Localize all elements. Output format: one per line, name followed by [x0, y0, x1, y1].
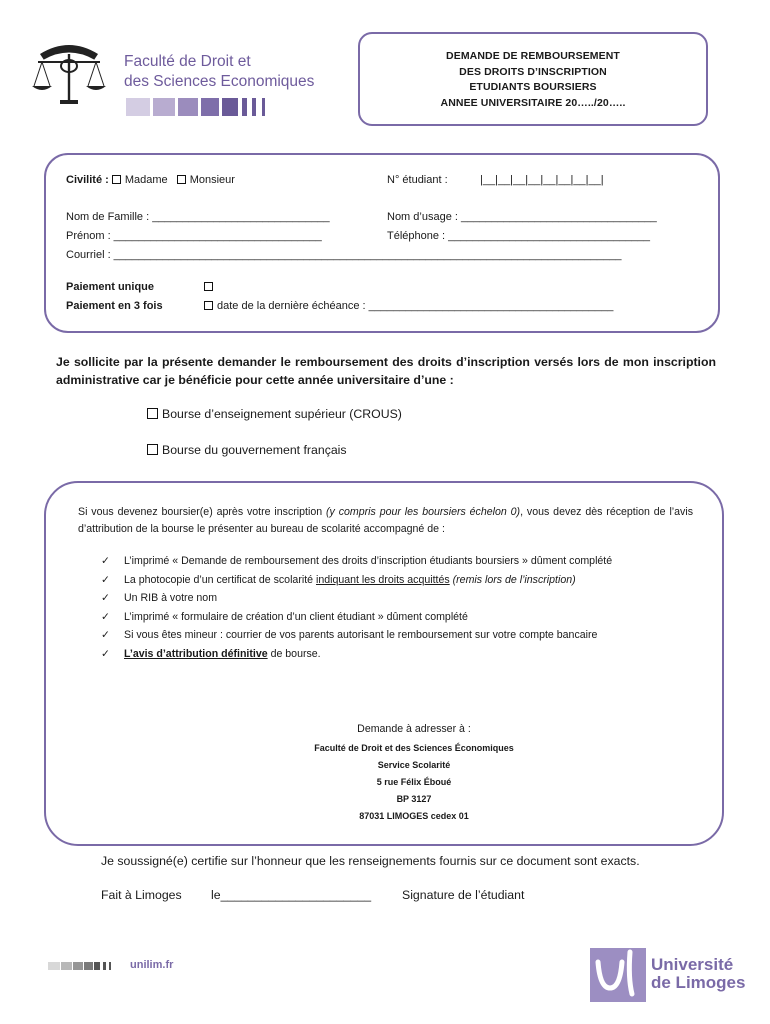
- three-payments-option: [204, 300, 613, 312]
- form-title-box: [358, 32, 708, 126]
- list-item-text: L’imprimé « Demande de remboursement des droits d’inscription étudiants boursiers » dûment complété: [124, 555, 613, 567]
- faculty-name-line1: Faculté de Droit et: [124, 53, 251, 70]
- honor-declaration: Je soussigné(e) certifie sur l’honneur que les renseignements fournis sur ce document sont exacts.: [101, 854, 640, 868]
- footer-brand-bars: [48, 962, 114, 970]
- checkmark-icon: ✓: [101, 610, 110, 623]
- faculty-emblem-logo: [30, 40, 108, 108]
- french-gov-grant-option: [147, 443, 347, 457]
- list-item: [101, 552, 691, 571]
- single-payment-label: Paiement unique: [66, 281, 155, 293]
- list-item-text: de bourse.: [267, 647, 321, 660]
- university-name-line2: de Limoges: [651, 973, 746, 992]
- civility-row: [66, 174, 235, 186]
- single-payment-checkbox[interactable]: [204, 282, 213, 291]
- info-intro: [78, 504, 693, 538]
- faculty-name-line2: des Sciences Economiques: [124, 73, 315, 90]
- list-item-text: La photocopie d’un certificat de scolarité: [124, 573, 316, 586]
- three-payments-label: Paiement en 3 fois: [66, 300, 163, 312]
- three-payments-checkbox[interactable]: [204, 301, 213, 310]
- list-item-text: Si vous êtes mineur : courrier de vos parents autorisant le remboursement sur votre compte bancaire: [124, 629, 598, 641]
- address-line: BP 3127: [396, 794, 432, 804]
- university-name: [651, 956, 745, 992]
- monsieur-label: Monsieur: [189, 174, 235, 186]
- list-item-text: L’imprimé « formulaire de création d’un client étudiant » dûment complété: [124, 610, 468, 623]
- faculty-name: [124, 52, 314, 92]
- single-payment-option: [204, 281, 217, 293]
- form-title-line: DES DROITS D’INSCRIPTION: [459, 65, 607, 78]
- checkmark-icon: ✓: [101, 592, 110, 604]
- list-item-note: (remis lors de l’inscription): [449, 573, 576, 586]
- lastname-field[interactable]: Nom de Famille : _____________________________: [66, 211, 330, 223]
- crous-grant-option: [147, 407, 402, 421]
- form-title-line: ANNEE UNIVERSITAIRE 20…../20…..: [440, 96, 626, 109]
- info-intro-text: , vous devez dès réception de l’avis d’attribution de la bourse le présenter au bureau de scolarité accompagné de :: [78, 506, 693, 535]
- address-line: 5 rue Félix Éboué: [376, 777, 452, 787]
- email-field[interactable]: Courriel : ___________________________________________________________________________________: [66, 249, 622, 261]
- list-item: [101, 589, 691, 608]
- reimbursement-request-text: Je sollicite par la présente demander le remboursement des droits d’inscription versés lors de mon inscription administrative car je bénéficie pour cette année universitaire d’une :: [56, 355, 716, 387]
- usage-name-field[interactable]: Nom d’usage : ________________________________: [387, 211, 657, 223]
- crous-grant-checkbox[interactable]: [147, 408, 158, 419]
- list-item: [101, 571, 691, 590]
- madame-label: Madame: [124, 174, 168, 186]
- civility-label: Civilité :: [66, 174, 109, 186]
- form-title-line: DEMANDE DE REMBOURSEMENT: [446, 50, 620, 62]
- date-field[interactable]: le______________________: [211, 888, 372, 902]
- list-item: [101, 626, 691, 645]
- crous-grant-label: Bourse d’enseignement supérieur (CROUS): [162, 407, 402, 421]
- address-intro: Demande à adresser à :: [357, 723, 471, 735]
- info-intro-note: (y compris pour les boursiers échelon 0): [326, 506, 521, 518]
- address-line: Faculté de Droit et des Sciences Économiques: [314, 743, 514, 753]
- phone-field[interactable]: Téléphone : _________________________________: [387, 230, 651, 242]
- madame-checkbox[interactable]: [112, 175, 121, 184]
- checkmark-icon: ✓: [101, 555, 110, 567]
- address-line: 87031 LIMOGES cedex 01: [359, 811, 469, 821]
- checkmark-icon: ✓: [101, 629, 110, 641]
- list-item-emphasis: L’avis d’attribution définitive: [124, 647, 268, 660]
- faculty-brand-bars: [126, 98, 271, 116]
- checkmark-icon: ✓: [101, 573, 110, 586]
- info-intro-text: Si vous devenez boursier(e) après votre inscription: [78, 506, 327, 518]
- list-item: [101, 645, 691, 664]
- university-name-line1: Université: [651, 955, 734, 974]
- last-due-date-field[interactable]: date de la dernière échéance : ________________________________________: [217, 300, 614, 312]
- list-item-text: Un RIB à votre nom: [124, 592, 218, 604]
- university-logo-mark: [590, 948, 646, 1002]
- student-number-label: N° étudiant :: [387, 174, 448, 186]
- form-title-line: ETUDIANTS BOURSIERS: [469, 81, 597, 93]
- french-gov-grant-label: Bourse du gouvernement français: [162, 443, 347, 457]
- monsieur-checkbox[interactable]: [177, 175, 186, 184]
- checkmark-icon: ✓: [101, 647, 110, 660]
- french-gov-grant-checkbox[interactable]: [147, 444, 158, 455]
- website-link[interactable]: unilim.fr: [130, 959, 174, 971]
- address-line: Service Scolarité: [377, 760, 451, 770]
- place-label: Fait à Limoges: [101, 888, 182, 902]
- required-documents-list: [101, 552, 691, 663]
- list-item: [101, 608, 691, 627]
- list-item-underlined: indiquant les droits acquittés: [315, 573, 450, 586]
- firstname-field[interactable]: Prénom : __________________________________: [66, 230, 322, 242]
- student-number-field[interactable]: |__|__|__|__|__|__|__|__|: [480, 174, 604, 186]
- signature-label: Signature de l’étudiant: [402, 888, 525, 902]
